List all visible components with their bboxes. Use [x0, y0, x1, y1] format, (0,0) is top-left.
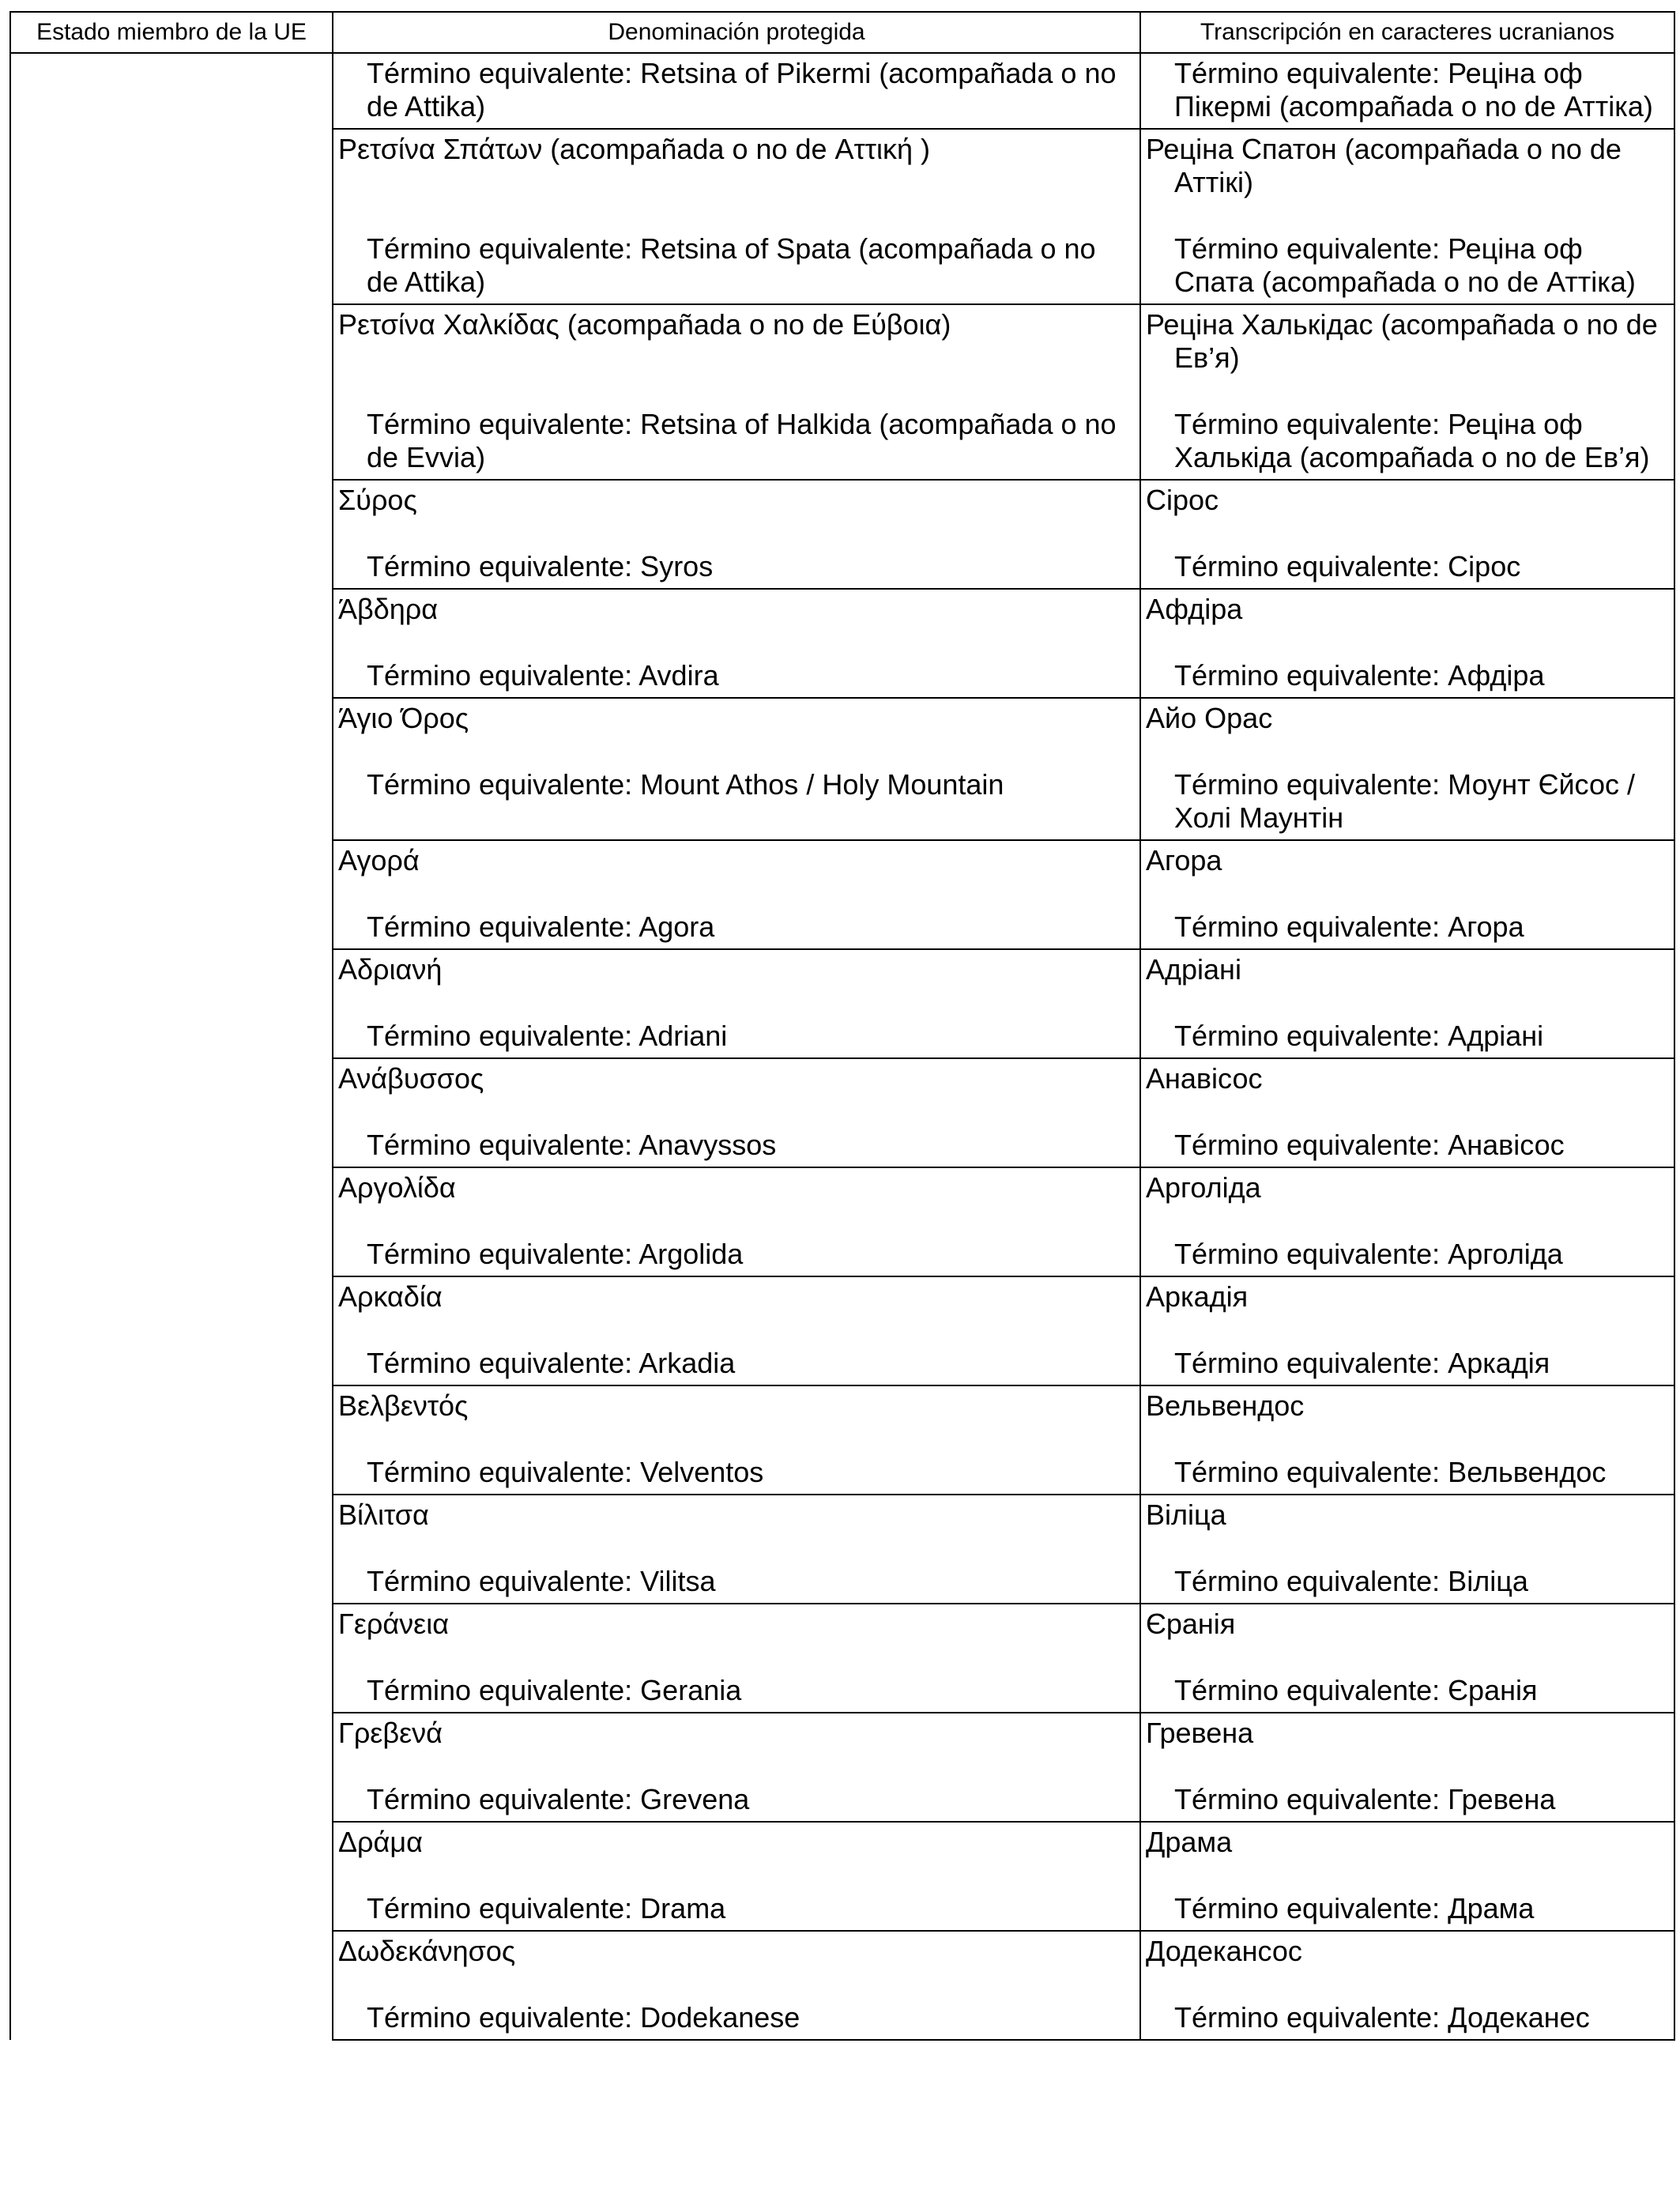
protected-name: Αδριανή — [338, 953, 443, 986]
transliteration-cell — [1140, 1276, 1674, 1385]
transliteration-cell — [1140, 698, 1674, 840]
transliterated-name: Вельвендос — [1146, 1389, 1305, 1422]
transliterated-name: Драма — [1146, 1826, 1233, 1858]
protected-name-cell — [333, 589, 1140, 698]
protected-name-cell — [333, 1058, 1140, 1167]
protected-name: Αγορά — [338, 844, 420, 876]
transliteration-cell — [1140, 1604, 1674, 1713]
transliterated-name: Адріані — [1146, 953, 1241, 986]
transliterated-name: Гревена — [1146, 1717, 1254, 1749]
equivalent-term-transliteration: Término equivalente: Арголіда — [1174, 1238, 1563, 1270]
header-member-state: Estado miembro de la UE — [10, 12, 333, 53]
equivalent-term: Término equivalente: Grevena — [367, 1783, 750, 1815]
transliterated-name: Віліца — [1146, 1498, 1226, 1531]
protected-name: Ρετσίνα Χαλκίδας (acompañada o no de Εύβοια) — [338, 308, 951, 341]
transliteration-cell — [1140, 949, 1674, 1058]
equivalent-term: Término equivalente: Vilitsa — [367, 1565, 716, 1597]
equivalent-term: Término equivalente: Syros — [367, 550, 714, 582]
protected-name-cell — [333, 949, 1140, 1058]
protected-name: Βίλιτσα — [338, 1498, 429, 1531]
equivalent-term: Término equivalente: Retsina of Pikermi (acompañada o no de Attika) — [367, 57, 1117, 123]
protected-name-cell — [333, 1604, 1140, 1713]
equivalent-term: Término equivalente: Avdira — [367, 659, 719, 692]
transliterated-name: Єранія — [1146, 1608, 1236, 1640]
transliteration-cell — [1140, 480, 1674, 589]
protected-name-cell — [333, 1495, 1140, 1604]
transliteration-cell — [1140, 1058, 1674, 1167]
transliterated-name: Додекансос — [1146, 1935, 1302, 1967]
protected-name-cell — [333, 840, 1140, 949]
transliteration-cell — [1140, 1822, 1674, 1931]
equivalent-term: Término equivalente: Retsina of Spata (acompañada o no de Attika) — [367, 232, 1096, 298]
equivalent-term-transliteration: Término equivalente: Гревена — [1174, 1783, 1556, 1815]
transliteration-cell — [1140, 840, 1674, 949]
equivalent-term-transliteration: Término equivalente: Афдіра — [1174, 659, 1545, 692]
equivalent-term-transliteration: Término equivalente: Реціна оф Халькіда (acompañada o no de Ев’я) — [1174, 408, 1650, 473]
equivalent-term: Término equivalente: Argolida — [367, 1238, 744, 1270]
header-protected-name: Denominación protegida — [333, 12, 1140, 53]
denominations-table — [9, 11, 1675, 2041]
member-state-cell — [10, 53, 333, 2040]
equivalent-term-transliteration: Término equivalente: Аркадія — [1174, 1347, 1550, 1379]
table-header — [10, 12, 1674, 53]
equivalent-term-transliteration: Término equivalente: Вельвендос — [1174, 1456, 1607, 1488]
transliterated-name: Реціна Халькідас (acompañada o no de Ев’я) — [1146, 308, 1658, 374]
equivalent-term-transliteration: Término equivalente: Сірос — [1174, 550, 1521, 582]
equivalent-term-transliteration: Término equivalente: Моунт Єйсос / Холі Маунтін — [1174, 768, 1635, 834]
equivalent-term-transliteration: Término equivalente: Єранія — [1174, 1674, 1538, 1706]
transliterated-name: Афдіра — [1146, 593, 1243, 625]
transliteration-cell — [1140, 1495, 1674, 1604]
table-row — [10, 53, 1674, 129]
protected-name-cell — [333, 1167, 1140, 1276]
table-body — [10, 53, 1674, 2040]
transliteration-cell — [1140, 1931, 1674, 2040]
protected-name-cell — [333, 698, 1140, 840]
header-transliteration: Transcripción en caracteres ucranianos — [1140, 12, 1674, 53]
protected-name: Γεράνεια — [338, 1608, 450, 1640]
protected-name-cell — [333, 1713, 1140, 1822]
protected-name: Βελβεντός — [338, 1389, 469, 1422]
equivalent-term: Término equivalente: Retsina of Halkida (acompañada o no de Evvia) — [367, 408, 1117, 473]
equivalent-term: Término equivalente: Anavyssos — [367, 1129, 777, 1161]
equivalent-term-transliteration: Término equivalente: Додеканес — [1174, 2001, 1590, 2034]
transliteration-cell — [1140, 1713, 1674, 1822]
equivalent-term-transliteration: Término equivalente: Реціна оф Спата (acompañada o no de Аттіка) — [1174, 232, 1636, 298]
protected-name: Ρετσίνα Σπάτων (acompañada o no de Αττική ) — [338, 133, 931, 165]
protected-name: Αρκαδία — [338, 1280, 443, 1313]
protected-name: Άγιο Όρος — [338, 702, 469, 734]
transliteration-cell — [1140, 1167, 1674, 1276]
protected-name: Γρεβενά — [338, 1717, 443, 1749]
equivalent-term-transliteration: Término equivalente: Анавісос — [1174, 1129, 1565, 1161]
equivalent-term-transliteration: Término equivalente: Адріані — [1174, 1020, 1544, 1052]
transliteration-cell — [1140, 129, 1674, 304]
equivalent-term: Término equivalente: Velventos — [367, 1456, 764, 1488]
protected-name: Σύρος — [338, 484, 417, 516]
protected-name-cell — [333, 53, 1140, 129]
transliterated-name: Айо Орас — [1146, 702, 1273, 734]
protected-name: Άβδηρα — [338, 593, 439, 625]
equivalent-term: Término equivalente: Dodekanese — [367, 2001, 800, 2034]
header-row — [10, 12, 1674, 53]
equivalent-term: Término equivalente: Adriani — [367, 1020, 728, 1052]
transliteration-cell — [1140, 53, 1674, 129]
protected-name-cell — [333, 1385, 1140, 1495]
protected-name: Αργολίδα — [338, 1171, 456, 1204]
equivalent-term: Término equivalente: Mount Athos / Holy Mountain — [367, 768, 1004, 801]
transliterated-name: Реціна Спатон (acompañada o no de Аттікі) — [1146, 133, 1622, 198]
protected-name: Ανάβυσσος — [338, 1062, 484, 1095]
equivalent-term: Término equivalente: Agora — [367, 910, 715, 943]
transliterated-name: Агора — [1146, 844, 1222, 876]
protected-name-cell — [333, 129, 1140, 304]
protected-name-cell — [333, 1276, 1140, 1385]
protected-name-cell — [333, 304, 1140, 480]
protected-name: Δωδεκάνησος — [338, 1935, 516, 1967]
transliteration-cell — [1140, 1385, 1674, 1495]
equivalent-term: Término equivalente: Arkadia — [367, 1347, 736, 1379]
transliterated-name: Анавісос — [1146, 1062, 1263, 1095]
transliterated-name: Аркадія — [1146, 1280, 1249, 1313]
transliteration-cell — [1140, 304, 1674, 480]
transliteration-cell — [1140, 589, 1674, 698]
equivalent-term-transliteration: Término equivalente: Драма — [1174, 1892, 1535, 1924]
equivalent-term: Término equivalente: Drama — [367, 1892, 726, 1924]
protected-name-cell — [333, 1822, 1140, 1931]
equivalent-term: Término equivalente: Gerania — [367, 1674, 742, 1706]
equivalent-term-transliteration: Término equivalente: Агора — [1174, 910, 1524, 943]
protected-name-cell — [333, 480, 1140, 589]
protected-name-cell — [333, 1931, 1140, 2040]
transliterated-name: Сірос — [1146, 484, 1219, 516]
protected-name: Δράμα — [338, 1826, 423, 1858]
transliterated-name: Арголіда — [1146, 1171, 1261, 1204]
equivalent-term-transliteration: Término equivalente: Віліца — [1174, 1565, 1528, 1597]
equivalent-term-transliteration: Término equivalente: Реціна оф Пікермі (acompañada o no de Аттіка) — [1174, 57, 1653, 123]
